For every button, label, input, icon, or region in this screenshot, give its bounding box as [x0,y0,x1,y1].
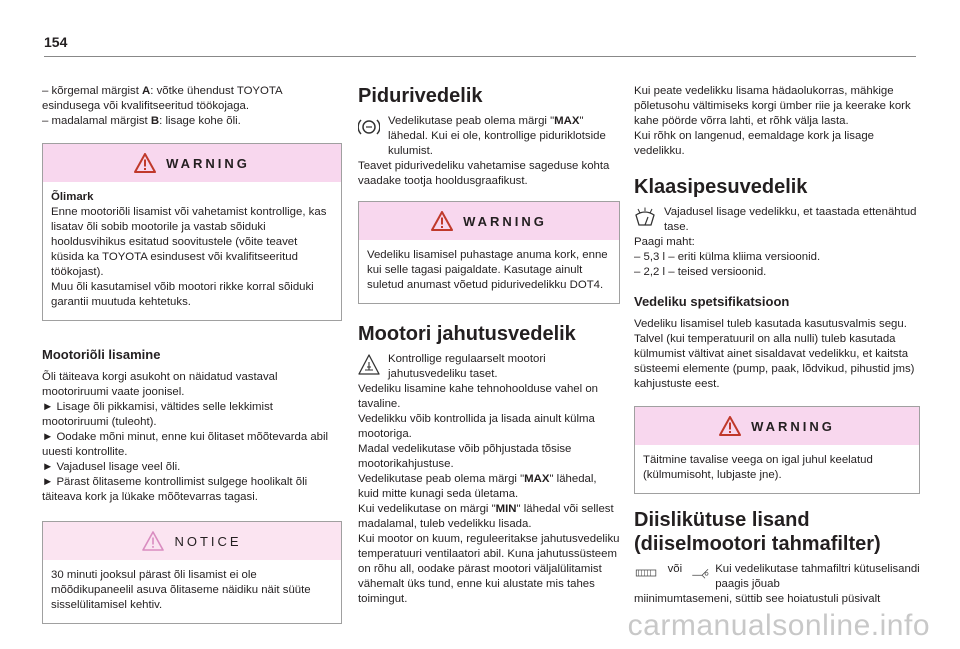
warning-title: WARNING [751,418,835,434]
brake-icon-text: Vedelikutase peab olema märgi "MAX" lähedal. Kui ei ole, kontrollige piduriklotside kulumist. [388,115,606,157]
warning-body [359,240,619,303]
column-3 [634,84,920,607]
or-text: või [667,563,683,575]
section-heading-fluid-spec: Vedeliku spetsifikatsioon [634,294,790,309]
warning-header [359,202,619,240]
coolant-text: Vedeliku lisamine kahe tehnohoolduse vahel on tavaline. Vedelikku võib kontrollida ja lisada ainult külma mootoriga. Madal vedelikutase võib põhjustada tõsise mootorikahjustuse. Vedelikutase peab olema märgi "MAX" lähedal, kuid mitte kunagi seda ületama. Kui vedelikutase on märgi "MIN" lähedal või sellest madalamal, tuleb vedelikku lisada. Kui mootor on kuum, reguleeritakse jahutusvedeliku temperatuuri ventilaatori abil. Kuna jahutussüsteem on rõhu all, oodake pärast mootori väljalülitamist vähemalt üks tund, enne kui alustate mis tahes toimingut. [358,383,620,605]
fluid-spec-text: Vedeliku lisamisel tuleb kasutada kasutusvalmis segu. Talvel (kui temperatuuril on alla nulli) tuleb kasutada külmumist vältivat ainet sisaldavat vedelikku, et kaitsta süsteemi elemente (pump, paak, lõdvikud, pihustid jms) kahjustuste eest. [634,318,915,390]
column-1 [42,84,342,624]
warning-box-brake [358,201,620,304]
section-heading-washer-fluid: Klaasipesuvedelik [634,176,808,198]
notice-header [43,522,341,560]
warning-triangle-icon [431,211,453,231]
section-heading-oil-topup: Mootoriõli lisamine [42,347,161,362]
oil-topup-text: Õli täiteava korgi asukoht on näidatud vastaval mootoriruumi vaate joonisel. ► Lisage õli pikkamisi, vältides selle lekkimist mootoriruumi (tuleoht). ► Oodake mõni minut, enne kui õlitaset mõõtevarda abil uuesti kontrollite. ► Vajadusel lisage veel õli. ► Pärast õlitaseme kontrollimist sulgege hoolikalt õli täiteava kork ja lükake mõõtevarras tagasi. [42,371,329,503]
additive-tank-icon [690,562,711,584]
warning-header [43,144,341,182]
warning-box-washer [634,406,920,494]
warning-text: Täitmine tavalise veega on igal juhul keelatud (külmumisoht, lubjaste jne). [643,454,873,481]
washer-fluid-icon [634,207,656,229]
column-2 [358,84,620,607]
brake-icon-paragraph [358,114,620,159]
washer-icon-paragraph [634,205,920,235]
notice-box [42,521,342,624]
header-rule [44,56,916,57]
intro-line-b: – madalamal märgist B: lisage kohe õli. [42,115,241,127]
washer-icon-text: Vajadusel lisage vedelikku, et taastada ettenähtud tase. [664,206,917,233]
warning-triangle-icon [719,416,741,436]
brake-text: Teavet pidurivedeliku vahetamise sageduse kohta vaadake tootja hooldusgraafikust. [358,160,610,187]
diesel-icon-paragraph [634,562,920,592]
washer-capacity-text: Paagi maht: – 5,3 l – eriti külma kliima versioonid. – 2,2 l – teised versioonid. [634,236,821,278]
warning-box-oil [42,143,342,321]
notice-text: 30 minuti jooksul pärast õli lisamist ei ole mõõdikupaneelil asuva õlitaseme näidiku näit süüte sisselülitamisel kehtiv. [51,569,311,611]
diesel-icon-text: Kui vedelikutase tahmafiltri kütuselisandi paagis jõuab [715,563,920,590]
section-heading-coolant: Mootori jahutusvedelik [358,323,576,345]
warning-title: WARNING [463,213,547,229]
watermark: carmanualsonline.info [627,609,930,642]
notice-body [43,560,341,623]
warning-text: Enne mootoriõli lisamist või vahetamist kontrollige, kas lisatav õli sobib mootorile ja vastab sõiduki hooldusvihikus esitatud soovitustele (võite teavet küsida ka TOYOTA esindusest või kvalifitseeritud töökojast). Muu õli kasutamisel võib mootori rikke korral sõiduki garantii muutuda kehtetuks. [51,206,327,308]
coolant-icon-text: Kontrollige regulaarselt mootori jahutusvedeliku taset. [388,353,546,380]
coolant-icon-paragraph [358,352,620,382]
warning-header [635,407,919,445]
brake-fluid-icon [358,116,380,138]
intro-line-a: – kõrgemal märgist A: võtke ühendust TOYOTA esindusega või kvalifitseeritud töökojaga. [42,85,282,112]
warning-subheading: Õlimark [51,191,94,203]
page-number: 154 [44,34,68,50]
particle-filter-icon [634,562,660,584]
warning-body [43,182,341,320]
warning-text: Vedeliku lisamisel puhastage anuma kork, enne kui selle tagasi paigaldate. Kasutage ainult suletud anumast võetud pidurivedelikku DOT4. [367,249,608,291]
section-heading-diesel-additive: Diislikütuse lisand (diiselmootori tahmafilter) [634,509,881,555]
emergency-topup-text: Kui peate vedelikku lisama hädaolukorras, mähkige põletusohu vältimiseks korgi ümber riie ja keerake kork kahe pöörde võrra lahti, et rõhk välja lasta. Kui rõhk on langenud, eemaldage kork ja lisage vedelikku. [634,85,911,157]
warning-title: WARNING [166,155,250,171]
coolant-warning-icon [358,354,380,376]
diesel-text: miinimumtasemeni, süttib see hoiatustuli püsivalt [634,593,881,605]
section-heading-brake-fluid: Pidurivedelik [358,85,483,107]
notice-title: NOTICE [174,533,242,549]
warning-triangle-icon [134,153,156,173]
notice-triangle-icon [142,531,164,551]
warning-body [635,445,919,493]
